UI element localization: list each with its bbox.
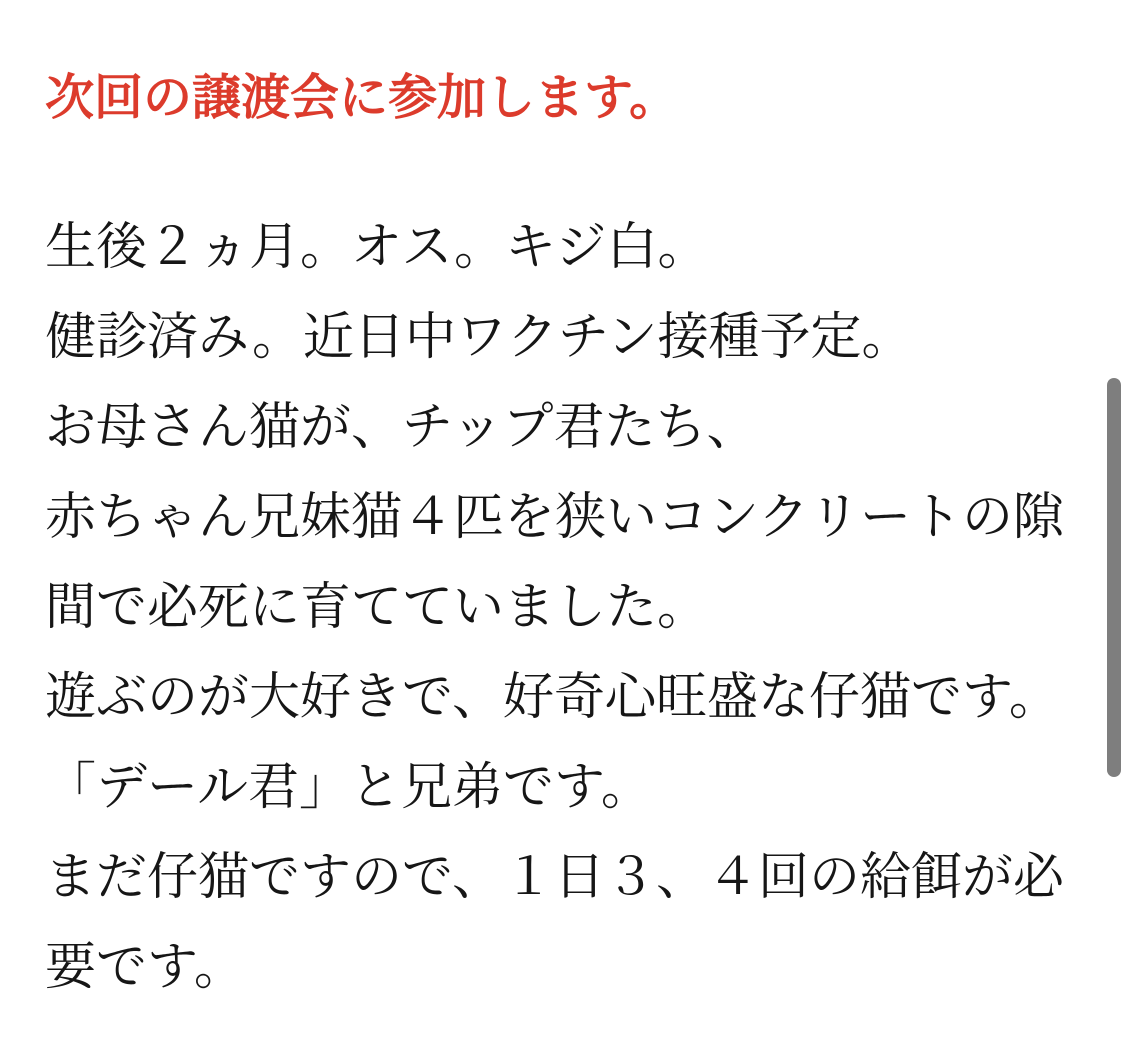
body-line: 「デール君」と兄弟です。 xyxy=(45,758,652,815)
body-line: 遊ぶのが大好きで、好奇心旺盛な仔猫です。 xyxy=(45,668,1060,725)
body-line: まだ仔猫ですので、１日３、４回の給餌が必 xyxy=(45,848,1064,905)
post-body xyxy=(45,202,1085,1012)
post-heading: 次回の譲渡会に参加します。 xyxy=(45,71,679,125)
body-line: 赤ちゃん兄妹猫４匹を狭いコンクリートの隙 xyxy=(45,488,1064,545)
body-line: お母さん猫が、チップ君たち、 xyxy=(45,398,758,455)
body-line: 要です。 xyxy=(45,938,245,995)
body-line: 健診済み。近日中ワクチン接種予定。 xyxy=(45,308,913,365)
body-line: 生後２ヵ月。オス。キジ白。 xyxy=(45,218,709,275)
body-line: 間で必死に育てていました。 xyxy=(45,578,709,635)
scrollbar-thumb[interactable] xyxy=(1107,378,1121,777)
post-content xyxy=(45,0,1085,1012)
